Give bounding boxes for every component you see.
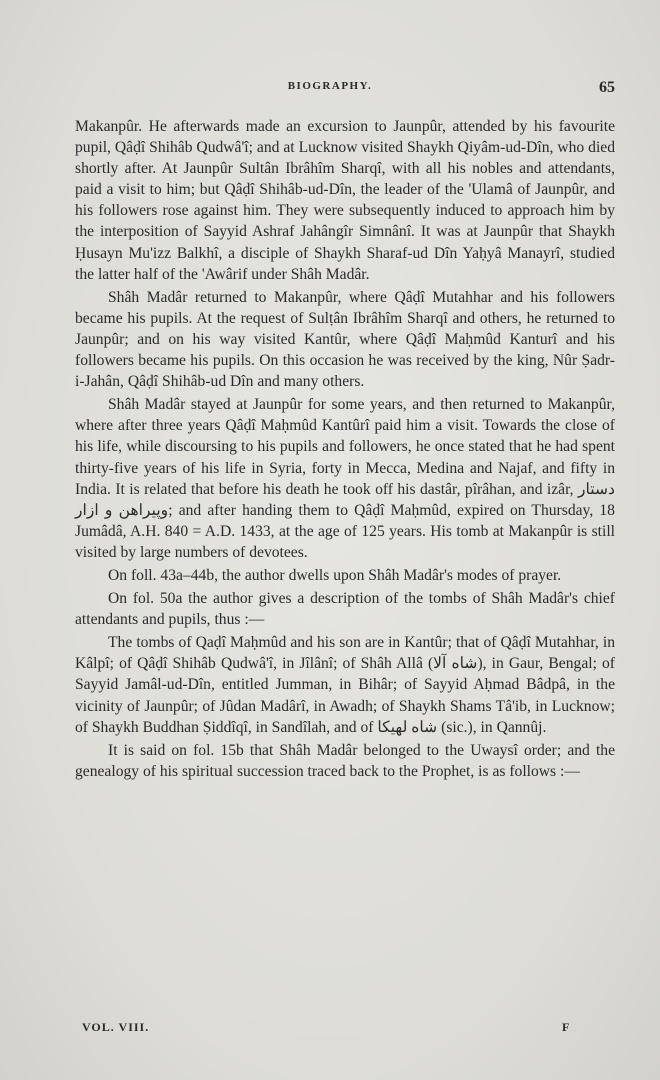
paragraph: Shâh Madâr returned to Makanpûr, where Qâḍî Mutahhar and his followers became his pupils. At the request of Sulṭân Ibrâhîm Sharqî and others, he returned to Jaunpûr; and on his way visited Kantûr, where Qâḍî Maḥmûd Kanturî and his followers became his pupils. On this occasion he was received by the king, Nûr Ṣadr-i-Jahân, Qâḍî Shihâb-ud Dîn and many others. <box>75 288 615 391</box>
running-head: BIOGRAPHY. <box>287 80 373 92</box>
page-number: 65 <box>599 79 615 96</box>
sheet-mark: F <box>562 1020 570 1034</box>
paragraph: It is said on fol. 15b that Shâh Madâr belonged to the Uwaysî order; and the genealogy of his spiritual succession traced back to the Prophet, is as follows :— <box>75 741 615 780</box>
page-footer <box>0 1020 660 1040</box>
page-header <box>0 80 660 104</box>
paragraph: On foll. 43a–44b, the author dwells upon Shâh Madâr's modes of prayer. <box>108 566 562 584</box>
paragraph: Shâh Madâr stayed at Jaunpûr for some years, and then returned to Makanpûr, where after three years Qâḍî Maḥmûd Kantûrî paid him a visit. Towards the close of his life, while discoursing to his pupils and followers, he once stated that he had spent thirty-five years of his life in Syria, forty in Mecca, Medina and Najaf, and fifty in India. It is related that before his death he took off his dastâr, pîrâhan, and izâr, دستار وپیراهن و ازار; and after handing them to Qâḍî Maḥmûd, expired on Thursday, 18 Jumâdâ, A.H. 840 = A.D. 1433, at the age of 125 years. His tomb at Makanpûr is still visited by large numbers of devotees. <box>75 396 615 561</box>
paragraph: Makanpûr. He afterwards made an excursion to Jaunpûr, attended by his favourite pupil, Qâḍî Shihâb Qudwâ'î; and at Lucknow visited Shaykh Qiyâm-ud-Dîn, who died shortly after. At Jaunpûr Sultân Ibrâhîm Sharqî, with all his nobles and attendants, paid a visit to him; but Qâḍî Shihâb-ud-Dîn, the leader of the 'Ulamâ of Jaunpûr, and his followers rose against him. They were subsequently induced to approach him by the interposition of Sayyid Ashraf Jahângîr Simnânî. It was at Jaunpûr that Shaykh Ḥusayn Mu'izz Balkhî, a disciple of Shaykh Sharaf-ud Dîn Yaḥyâ Manayrî, studied the latter half of the 'Awârif under Shâh Madâr. <box>75 118 615 283</box>
page-body <box>75 116 615 782</box>
paragraph: The tombs of Qaḍî Maḥmûd and his son are in Kantûr; that of Qâḍî Mutahhar, in Kâlpî; of Qâḍî Shihâb Qudwâ'î, in Jîlânî; of Shâh Allâ (شاه آلا), in Gaur, Bengal; of Sayyid Jamâl-ud-Dîn, entitled Jumman, in Bihâr; of Sayyid Aḥmad Bâdpâ, in the vicinity of Jaunpûr; of Jûdan Madârî, in Awadh; of Shaykh Shams Tâ'ib, in Lucknow; of Shaykh Buddhan Ṣiddîqî, in Sandîlah, and of شاه لهیکا (sic.), in Qannûj. <box>75 634 615 736</box>
volume-signature: VOL. VIII. <box>82 1020 150 1034</box>
paragraph: On fol. 50a the author gives a description of the tombs of Shâh Madâr's chief attendants and pupils, thus :— <box>75 590 615 629</box>
